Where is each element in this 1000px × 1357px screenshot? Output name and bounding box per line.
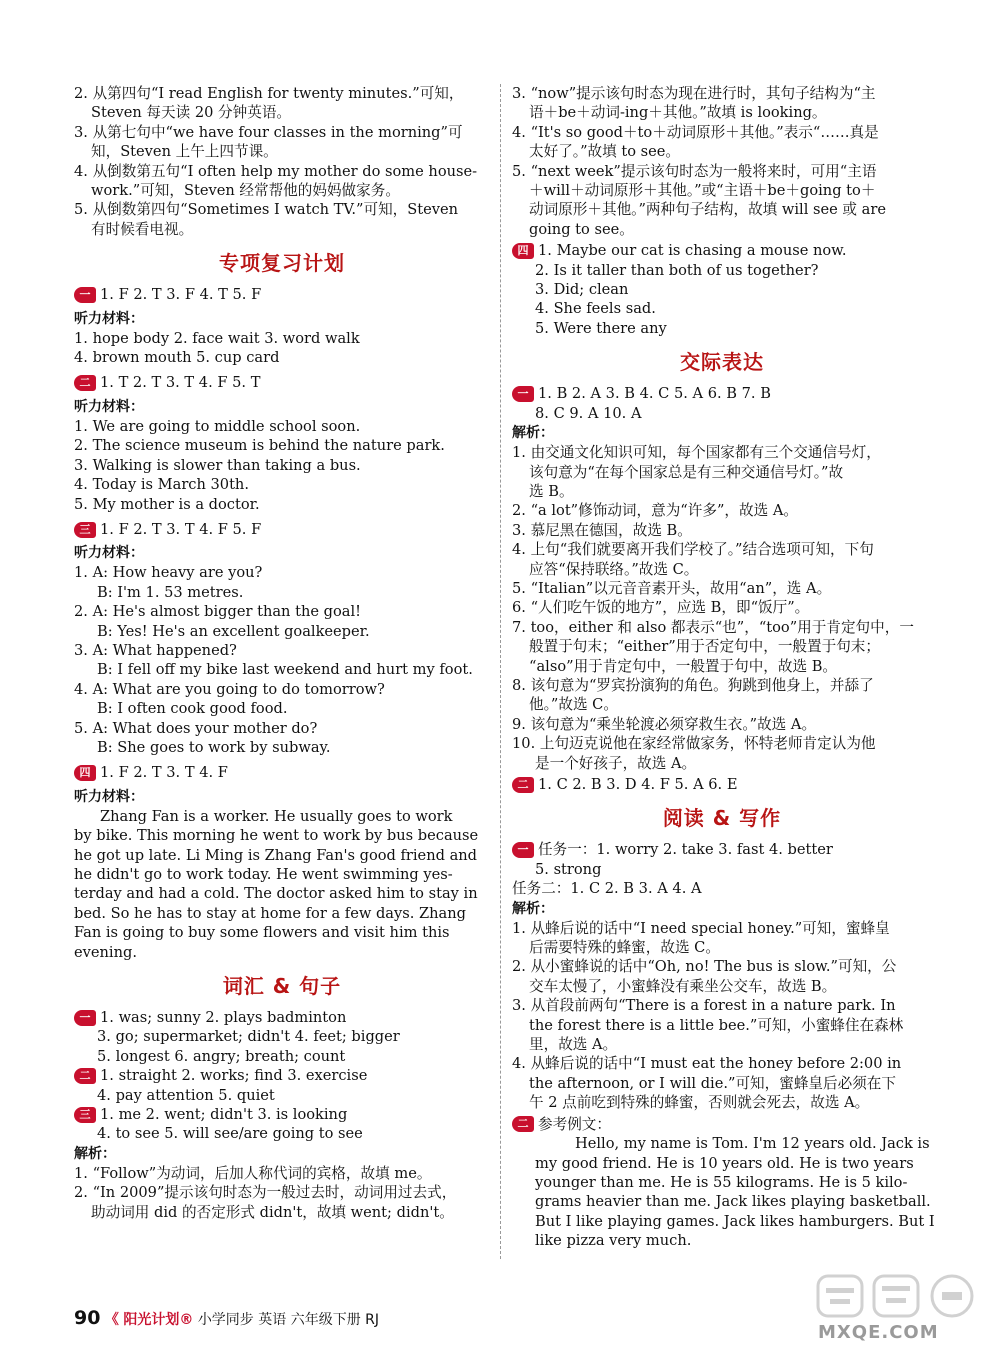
text-line: 5. My mother is a doctor. xyxy=(74,495,260,513)
essay-line: my good friend. He is 10 years old. He is two years xyxy=(535,1154,914,1172)
section-title-review: 专项复习计划 xyxy=(219,251,345,276)
answer-row xyxy=(512,241,932,260)
essay-line: But I like playing games. Jack likes hamburgers. But I xyxy=(535,1212,935,1230)
dialogue-line: B: I'm 1. 53 metres. xyxy=(97,583,244,601)
text-line: 语＋be＋动词-ing＋其他。”故填 is looking。 xyxy=(529,104,827,122)
text-line: 8. C 9. A 10. A xyxy=(535,404,642,422)
text-line: 8. 该句意为“罗宾扮演狗的角色。狗跳到他身上，并舔了 xyxy=(512,676,874,694)
section-title-reading-writing: 阅读 & 写作 xyxy=(662,806,782,831)
text-line: 4. She feels sad. xyxy=(535,300,656,318)
answers: 1. F 2. T 3. F 4. T 5. F xyxy=(100,286,262,304)
brand-name: 阳光计划® xyxy=(123,1312,194,1328)
text-line: 该句意为“在每个国家总是有三种交通信号灯。”故 xyxy=(529,463,844,481)
section-marker: 一 xyxy=(74,287,96,303)
text-line: 1. “Follow”为动词，后加人称代词的宾格，故填 me。 xyxy=(74,1164,432,1182)
listening-label: 听力材料： xyxy=(74,788,144,805)
text-line: 10. 上句迈克说他在家经常做家务，怀特老师肯定认为他 xyxy=(512,735,876,753)
answers: 1. straight 2. works; find 3. exercise xyxy=(100,1067,368,1085)
essay-line: grams heavier than me. Jack likes playing basketball. xyxy=(535,1193,931,1211)
left-column xyxy=(74,84,490,1222)
text-line: 3. 从首段前两句“There is a forest in a nature park. In xyxy=(512,997,896,1015)
passage-line: bed. So he has to stay at home for a few days. Zhang xyxy=(74,904,467,922)
text-line: 太好了。”故填 to see。 xyxy=(529,143,681,161)
text-line: 2. Is it taller than both of us together? xyxy=(535,261,819,279)
listening-label: 听力材料： xyxy=(74,545,144,562)
section-marker: 一 xyxy=(512,386,534,402)
passage-line: terday and had a cold. The doctor asked him to stay in xyxy=(74,885,478,903)
text-line: 知，Steven 上午上四节课。 xyxy=(91,143,278,161)
answers: 任务一：1. worry 2. take 3. fast 4. better xyxy=(538,841,833,859)
section-marker: 四 xyxy=(74,765,96,781)
text-line: Steven 每天读 20 分钟英语。 xyxy=(91,104,292,122)
answers: 1. F 2. T 3. T 4. F 5. F xyxy=(100,520,262,538)
answers: 1. was; sunny 2. plays badminton xyxy=(100,1009,347,1027)
dialogue-line: B: She goes to work by subway. xyxy=(97,738,331,756)
answers: 1. B 2. A 3. B 4. C 5. A 6. B 7. B xyxy=(538,385,771,403)
dialogue-line: 2. A: He's almost bigger than the goal! xyxy=(74,603,361,621)
dialogue-line: 4. A: What are you going to do tomorrow? xyxy=(74,680,385,698)
book-info: 小学同步 英语 六年级下册 RJ xyxy=(197,1312,380,1328)
text-line: 3. 从第七句中“we have four classes in the morning”可 xyxy=(74,123,463,141)
text-line: 5. Were there any xyxy=(535,319,667,337)
answer-row xyxy=(74,285,490,304)
text-line: the afternoon, or I will die.”可知，蜜蜂皇后必须在下 xyxy=(529,1074,896,1092)
text-line: 4. brown mouth 5. cup card xyxy=(74,349,280,367)
text-line: 5. strong xyxy=(535,860,602,878)
text-line: 后需要特殊的蜂蜜，故选 C。 xyxy=(529,939,720,957)
text-line: 2. “a lot”修饰动词，意为“许多”，故选 A。 xyxy=(512,502,798,520)
section-title-vocab: 词汇 & 句子 xyxy=(222,974,342,999)
text-line: 3. Did; clean xyxy=(535,281,629,299)
passage-line: Fan is going to buy some flowers and visit him this xyxy=(74,924,450,942)
text-line: 选 B。 xyxy=(529,482,574,500)
text-line: 4. pay attention 5. quiet xyxy=(97,1086,275,1104)
answer-row xyxy=(74,1008,490,1027)
text-line: 4. 从蜂后说的话中“I must eat the honey before 2:00 in xyxy=(512,1055,902,1073)
text-line: ＋will＋动词原形＋其他。”或“主语＋be＋going to＋ xyxy=(529,182,876,200)
answers: 1. me 2. went; didn't 3. is looking xyxy=(100,1106,348,1124)
dialogue-line: B: Yes! He's an excellent goalkeeper. xyxy=(97,622,370,640)
text-line: 4. Today is March 30th. xyxy=(74,476,249,494)
text-line: 5. “next week”提示该句时态为一般将来时，可用“主语 xyxy=(512,162,877,180)
answers: 1. T 2. T 3. T 4. F 5. T xyxy=(100,374,261,392)
text-line: the forest there is a little bee.”可知，小蜜蜂住在森林 xyxy=(529,1016,904,1034)
answers: 1. C 2. B 3. D 4. F 5. A 6. E xyxy=(538,776,738,793)
text-line: 助动词用 did 的否定形式 didn't，故填 went; didn't。 xyxy=(91,1203,454,1221)
answer-row xyxy=(512,840,932,859)
text-line: 动词原形＋其他。”两种句子结构，故填 will see 或 are xyxy=(529,201,886,219)
section-marker: 二 xyxy=(74,1068,96,1084)
dialogue-line: B: I often cook good food. xyxy=(97,700,288,718)
answer-row xyxy=(74,1066,490,1085)
listening-label: 听力材料： xyxy=(74,310,144,327)
text-line: 2. 从第四句“I read English for twenty minutes.”可知， xyxy=(74,85,464,102)
page-number: 90 xyxy=(74,1307,101,1329)
text-line: 应答“保持联络。”故选 C。 xyxy=(529,560,699,578)
section-marker: 四 xyxy=(512,243,534,259)
section-marker: 三 xyxy=(74,522,96,538)
text-line: 7. too，either 和 also 都表示“也”，“too”用于肯定句中，一 xyxy=(512,618,914,636)
passage-line: evening. xyxy=(74,943,137,961)
text-line: 3. 慕尼黑在德国，故选 B。 xyxy=(512,521,692,539)
analysis-label: 解析： xyxy=(512,900,554,917)
text-line: 4. 上句“我们就要离开我们学校了。”结合选项可知，下句 xyxy=(512,541,874,559)
text-line: 般置于句末；“either”用于否定句中，一般置于句末； xyxy=(529,638,880,656)
listening-label: 听力材料： xyxy=(74,398,144,415)
right-intro xyxy=(512,84,932,239)
passage-line: he didn't go to work today. He went swimming yes- xyxy=(74,866,453,883)
text-line: 5. longest 6. angry; breath; count xyxy=(97,1047,346,1065)
sample-essay-label: 参考例文： xyxy=(538,1115,611,1133)
answer-row xyxy=(74,520,490,539)
text-line: 是一个好孩子，故选 A。 xyxy=(535,754,697,772)
section-marker: 三 xyxy=(74,1107,96,1123)
section-marker: 一 xyxy=(74,1010,96,1026)
text-line: 1. 由交通文化知识可知，每个国家都有三个交通信号灯， xyxy=(512,444,881,462)
text-line: 1. 从蜂后说的话中“I need special honey.”可知，蜜蜂皇 xyxy=(512,919,890,937)
answer-row xyxy=(512,775,932,794)
watermark-url: MXQE.COM xyxy=(818,1322,939,1343)
section-marker: 二 xyxy=(512,777,534,793)
analysis-label: 解析： xyxy=(74,1145,116,1162)
text-line: 4. 从倒数第五句“I often help my mother do some house- xyxy=(74,162,478,180)
text-line: 5. 从倒数第四句“Sometimes I watch TV.”可知，Steven xyxy=(74,201,459,219)
section-marker: 二 xyxy=(74,375,96,391)
answers: 1. Maybe our cat is chasing a mouse now. xyxy=(538,242,847,260)
page-footer xyxy=(74,1307,379,1329)
answer-row xyxy=(512,1115,932,1134)
passage-line: by bike. This morning he went to work by bus because xyxy=(74,827,479,845)
section-marker: 一 xyxy=(512,842,534,858)
text-line: work.”可知，Steven 经常帮他的妈妈做家务。 xyxy=(91,182,400,200)
analysis-label: 解析： xyxy=(512,425,554,442)
text-line: 6. “人们吃午饭的地方”，应选 B，即“饭厅”。 xyxy=(512,599,810,617)
answer-row xyxy=(74,1105,490,1124)
dialogue-line: 5. A: What does your mother do? xyxy=(74,719,318,737)
answer-row xyxy=(512,384,932,403)
text-line: going to see。 xyxy=(529,220,634,238)
text-line: 3. go; supermarket; didn't 4. feet; bigger xyxy=(97,1028,400,1046)
text-line: 3. Walking is slower than taking a bus. xyxy=(74,456,361,474)
text-line: 交车太慢了，小蜜蜂没有乘坐公交车，故选 B。 xyxy=(529,977,837,995)
column-divider xyxy=(500,84,501,1259)
right-column xyxy=(512,84,935,1251)
text-line: 任务二：1. C 2. B 3. A 4. A xyxy=(512,880,702,898)
text-line: 2. 从小蜜蜂说的话中“Oh, no! The bus is slow.”可知，公 xyxy=(512,958,897,976)
text-line: 午 2 点前吃到特殊的蜂蜜，否则就会死去，故选 A。 xyxy=(529,1094,870,1112)
text-line: 9. 该句意为“乘坐轮渡必须穿救生衣。”故选 A。 xyxy=(512,715,817,733)
section-marker: 二 xyxy=(512,1116,534,1132)
section-title-communication: 交际表达 xyxy=(680,350,764,375)
text-line: 2. “In 2009”提示该句时态为一般过去时，动词用过去式， xyxy=(74,1184,457,1202)
text-line: 2. The science museum is behind the nature park. xyxy=(74,437,445,455)
text-line: 里，故选 A。 xyxy=(529,1036,618,1054)
text-line: “also”用于肯定句中，一般置于句中，故选 B。 xyxy=(529,657,838,675)
dialogue-line: B: I fell off my bike last weekend and hurt my foot. xyxy=(97,661,473,679)
text-line: 5. “Italian”以元音音素开头，故用“an”，选 A。 xyxy=(512,579,832,597)
answers: 1. F 2. T 3. T 4. F xyxy=(100,764,228,782)
dialogue-line: 3. A: What happened? xyxy=(74,641,237,659)
arrows-icon: 《 xyxy=(104,1312,119,1328)
essay-line: like pizza very much. xyxy=(535,1232,692,1250)
essay-line: younger than me. He is 55 kilograms. He is 5 kilo- xyxy=(535,1173,908,1191)
text-line: 1. hope body 2. face wait 3. word walk xyxy=(74,329,360,347)
text-line: 他。”故选 C。 xyxy=(529,696,618,714)
answer-row xyxy=(74,763,490,782)
left-intro xyxy=(74,84,490,239)
text-line: 3. “now”提示该句时态为现在进行时，其句子结构为“主 xyxy=(512,85,876,102)
passage-line: Zhang Fan is a worker. He usually goes to work xyxy=(100,807,453,825)
text-line: 4. “It's so good＋to＋动词原形＋其他。”表示“……真是 xyxy=(512,123,879,141)
dialogue-line: 1. A: How heavy are you? xyxy=(74,564,263,582)
text-line: 1. We are going to middle school soon. xyxy=(74,417,361,435)
essay-line: Hello, my name is Tom. I'm 12 years old. Jack is xyxy=(575,1135,930,1153)
text-line: 有时候看电视。 xyxy=(91,220,194,238)
answer-row xyxy=(74,373,490,392)
passage-line: he got up late. Li Ming is Zhang Fan's good friend and xyxy=(74,846,478,864)
text-line: 4. to see 5. will see/are going to see xyxy=(97,1125,363,1143)
